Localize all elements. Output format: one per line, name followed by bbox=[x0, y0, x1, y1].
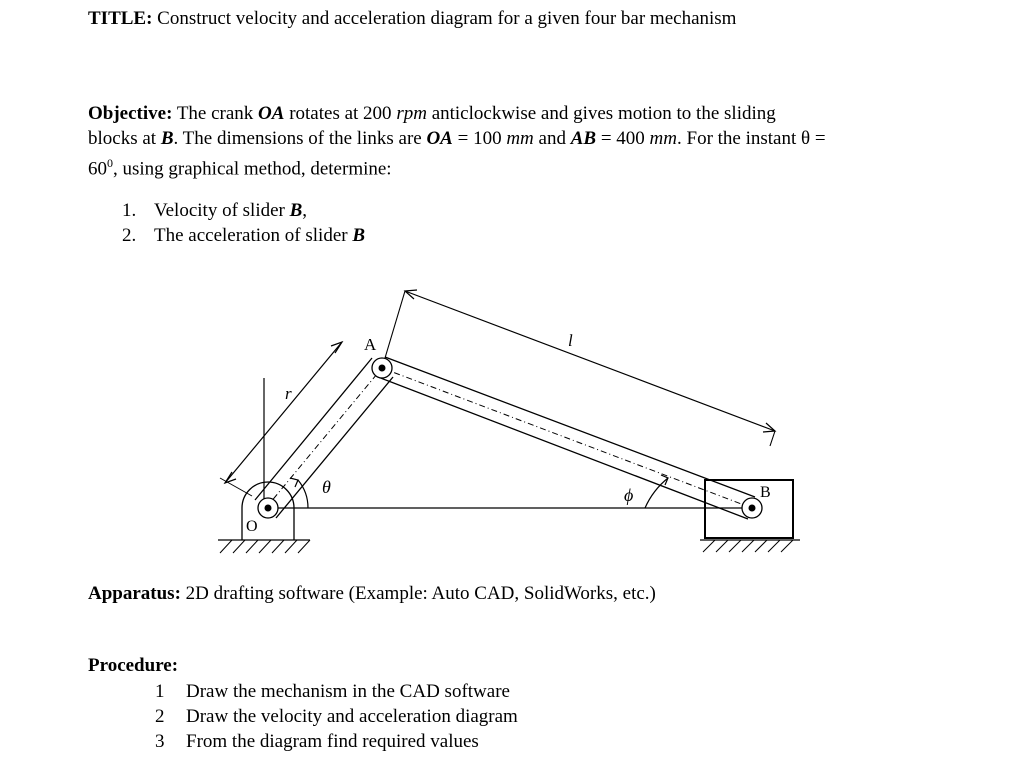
joint-o-center bbox=[265, 505, 272, 512]
label-l: l bbox=[568, 331, 573, 350]
procedure-step-3 bbox=[155, 729, 479, 754]
joint-b-center bbox=[749, 505, 756, 512]
degree-sup: 0 bbox=[107, 156, 113, 170]
joint-a-center bbox=[379, 365, 386, 372]
label-a: A bbox=[364, 335, 377, 354]
apparatus-text: 2D drafting software (Example: Auto CAD, SolidWorks, etc.) bbox=[180, 583, 656, 604]
connecting-rod-link bbox=[378, 357, 755, 519]
objective-text-2d: and bbox=[533, 128, 571, 149]
theta-arc bbox=[298, 480, 308, 508]
objective-text-2c: = 100 bbox=[452, 128, 507, 149]
objective-text-1c: anticlockwise and gives motion to the sliding bbox=[426, 103, 776, 124]
procedure-step-text: Draw the mechanism in the CAD software bbox=[186, 681, 510, 702]
procedure-step-1 bbox=[155, 679, 510, 704]
objective-item-number: 1. bbox=[122, 200, 137, 221]
objective-text-2b: . The dimensions of the links are bbox=[173, 128, 427, 149]
unit-mm-2: mm bbox=[649, 128, 677, 149]
objective-item-number: 2. bbox=[122, 225, 137, 246]
var-oa-2: OA bbox=[426, 128, 453, 149]
objective-item-tail: , bbox=[302, 200, 308, 221]
title-text: Construct velocity and acceleration diagram for a given four bar mechanism bbox=[152, 8, 737, 29]
objective-text-1a: The crank bbox=[172, 103, 259, 124]
objective-text-2a: blocks at bbox=[88, 128, 161, 149]
objective-item-var: B bbox=[352, 225, 366, 246]
objective-text-3b: , using graphical method, determine: bbox=[113, 158, 392, 180]
label-r: r bbox=[285, 384, 292, 403]
objective-text-2f: . For the instant θ = bbox=[677, 128, 826, 149]
procedure-step-number: 1 bbox=[155, 681, 165, 702]
ground-hatch-b bbox=[700, 540, 800, 552]
dimension-l bbox=[385, 290, 775, 446]
procedure-step-text: Draw the velocity and acceleration diagram bbox=[186, 706, 518, 727]
var-ab: AB bbox=[570, 128, 597, 149]
ground-hatch-o bbox=[218, 540, 310, 553]
procedure-step-2 bbox=[155, 704, 518, 729]
apparatus-label: Apparatus: bbox=[88, 583, 181, 604]
label-o: O bbox=[246, 518, 258, 535]
label-b: B bbox=[760, 484, 771, 501]
theta-arrow bbox=[290, 478, 298, 487]
procedure-step-number: 2 bbox=[155, 706, 165, 727]
objective-item-text: Velocity of slider bbox=[154, 200, 290, 221]
var-b: B bbox=[160, 128, 174, 149]
objective-line-2 bbox=[88, 126, 826, 151]
procedure-step-text: From the diagram find required values bbox=[186, 731, 479, 752]
label-phi: ϕ bbox=[624, 485, 634, 505]
objective-text-1b: rotates at 200 bbox=[284, 103, 397, 124]
title-label: TITLE: bbox=[88, 8, 153, 29]
apparatus-line bbox=[88, 581, 656, 606]
objective-line-3 bbox=[88, 151, 392, 181]
objective-item-1 bbox=[122, 198, 307, 223]
phi-arc bbox=[645, 478, 668, 508]
objective-line-1 bbox=[88, 101, 776, 126]
procedure-step-number: 3 bbox=[155, 731, 165, 752]
slider-crank-diagram bbox=[200, 268, 810, 558]
objective-item-2 bbox=[122, 223, 365, 248]
objective-item-text: The acceleration of slider bbox=[154, 225, 353, 246]
procedure-label: Procedure: bbox=[88, 655, 179, 676]
title-line bbox=[88, 6, 736, 31]
objective-text-2e: = 400 bbox=[596, 128, 650, 149]
unit-mm-1: mm bbox=[506, 128, 534, 149]
unit-rpm: rpm bbox=[396, 103, 427, 124]
objective-text-3a: 60 bbox=[88, 158, 107, 180]
objective-label: Objective: bbox=[88, 103, 173, 124]
objective-item-var: B bbox=[289, 200, 303, 221]
dimension-r bbox=[220, 342, 342, 496]
var-oa: OA bbox=[258, 103, 285, 124]
label-theta: θ bbox=[322, 477, 331, 497]
